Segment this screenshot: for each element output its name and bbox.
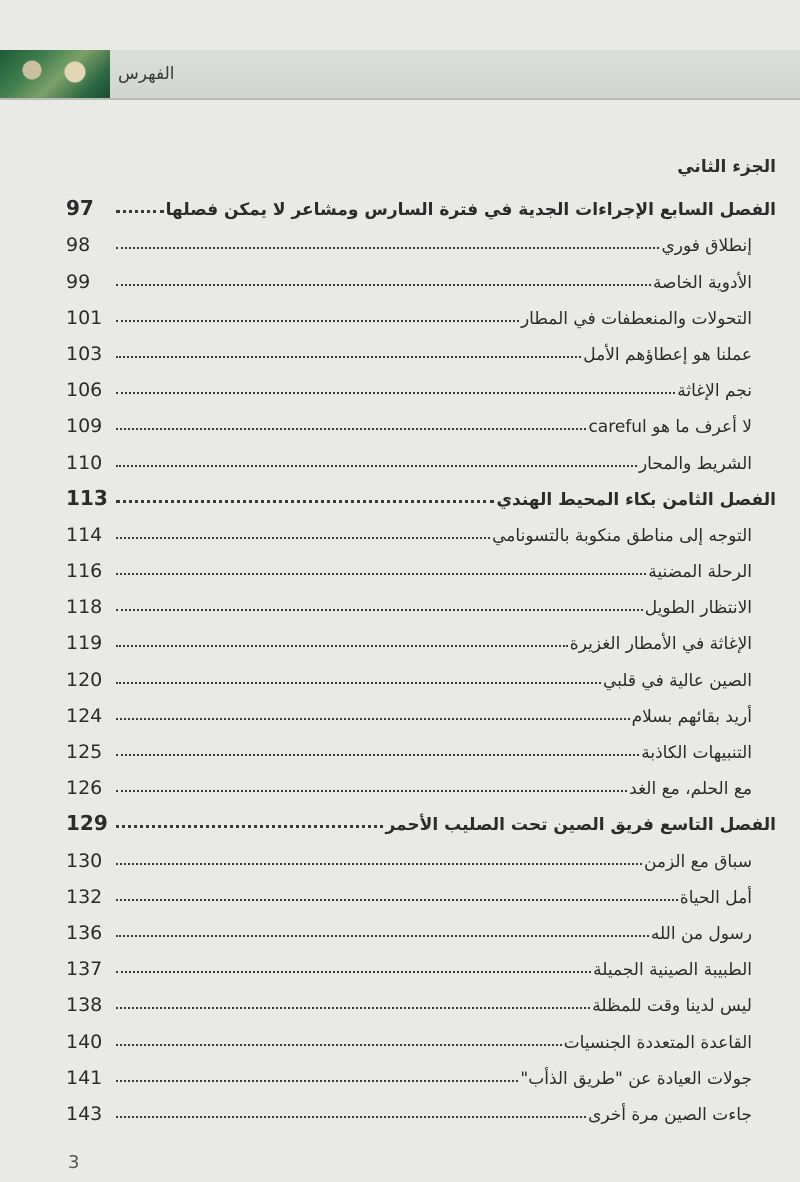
- toc-entry[interactable]: [66, 1053, 776, 1089]
- entry-title: جاءت الصين مرة أخرى: [588, 1104, 752, 1125]
- toc-entry[interactable]: [66, 980, 776, 1016]
- entry-title: الأدوية الخاصة: [652, 272, 752, 293]
- entry-title: القاعدة المتعددة الجنسيات: [563, 1032, 752, 1053]
- page-number: 3: [68, 1152, 80, 1173]
- entry-title: ليس لدينا وقت للمظلة: [592, 996, 752, 1017]
- toc-chapter-8[interactable]: [66, 474, 776, 510]
- dot-leader: [116, 754, 639, 756]
- entry-title: مع الحلم، مع الغد: [629, 779, 752, 800]
- entry-title: جولات العيادة عن "طريق الذأب": [520, 1068, 752, 1089]
- toc-entry[interactable]: [66, 582, 776, 618]
- page-ref: 109: [66, 415, 103, 438]
- dot-leader: [116, 320, 519, 322]
- page-ref: 106: [66, 379, 103, 402]
- page-ref: 120: [66, 668, 103, 691]
- entry-title: لا أعرف ما هو careful: [588, 417, 752, 438]
- entry-title: التنبيهات الكاذبة: [641, 743, 752, 763]
- entry-title: الانتظار الطويل: [644, 598, 752, 619]
- toc-entry[interactable]: [66, 1016, 776, 1052]
- dot-leader: [116, 210, 164, 213]
- toc-entry[interactable]: [66, 365, 776, 401]
- page-ref: 137: [66, 958, 103, 981]
- toc-entry[interactable]: [66, 691, 776, 727]
- toc-entry[interactable]: [66, 944, 776, 980]
- toc-entry[interactable]: [66, 220, 776, 256]
- dot-leader: [116, 284, 651, 286]
- toc-entry[interactable]: [66, 872, 776, 908]
- dot-leader: [116, 718, 630, 720]
- entry-title: عملنا هو إعطاؤهم الأمل: [583, 344, 752, 365]
- page-ref: 113: [66, 485, 108, 510]
- entry-title: أريد بقائهم بسلام: [631, 706, 752, 727]
- dot-leader: [116, 645, 568, 647]
- page-ref: 116: [66, 560, 103, 583]
- page-ref: 126: [66, 777, 103, 800]
- dot-leader: [116, 465, 637, 467]
- page-ref: 143: [66, 1102, 103, 1125]
- header-divider: [0, 98, 800, 100]
- dot-leader: [116, 356, 581, 358]
- page-ref: 125: [66, 741, 103, 763]
- toc-chapter-9[interactable]: [66, 799, 776, 835]
- toc-entry[interactable]: [66, 293, 776, 329]
- entry-title: الفصل الثامن بكاء المحيط الهندي: [496, 489, 776, 510]
- entry-title: إنطلاق فوري: [661, 236, 752, 257]
- dot-leader: [116, 1044, 562, 1046]
- toc-entry[interactable]: [66, 256, 776, 292]
- toc-entry[interactable]: [66, 437, 776, 473]
- entry-title: الصين عالية في قلبي: [602, 670, 752, 691]
- toc-entry[interactable]: [66, 654, 776, 690]
- dot-leader: [116, 500, 494, 503]
- dot-leader: [116, 825, 383, 828]
- dot-leader: [116, 899, 678, 901]
- page-ref: 101: [66, 306, 103, 329]
- entry-title: رسول من الله: [650, 923, 752, 944]
- dot-leader: [116, 428, 586, 430]
- entry-title: التوجه إلى مناطق منكوبة بالتسونامي: [492, 525, 752, 546]
- entry-title: التحولات والمنعطفات في المطار: [520, 308, 752, 329]
- toc-entry[interactable]: [66, 1089, 776, 1125]
- dot-leader: [116, 247, 659, 249]
- page-ref: 110: [66, 451, 103, 474]
- header-photo: [0, 50, 110, 98]
- page-ref: 114: [66, 523, 103, 546]
- dot-leader: [116, 392, 675, 394]
- entry-title: نجم الإغاثة: [677, 381, 752, 402]
- entry-title: الفصل التاسع فريق الصين تحت الصليب الأحمر: [385, 815, 776, 836]
- toc-entry[interactable]: [66, 835, 776, 871]
- page-ref: 118: [66, 596, 103, 619]
- toc-entry[interactable]: [66, 510, 776, 546]
- dot-leader: [116, 682, 601, 684]
- page-ref: 141: [66, 1066, 103, 1089]
- entry-title: الفصل السابع الإجراءات الجدية في فترة السارس ومشاعر لا يمكن فصلها: [165, 200, 776, 221]
- toc-entry[interactable]: [66, 329, 776, 365]
- page-ref: 103: [66, 342, 103, 365]
- page-ref: 130: [66, 849, 103, 872]
- page-ref: 136: [66, 921, 103, 944]
- toc-chapter-7[interactable]: [66, 184, 776, 220]
- dot-leader: [116, 971, 591, 973]
- page-ref: 124: [66, 704, 103, 727]
- entry-title: أمل الحياة: [679, 887, 752, 908]
- dot-leader: [116, 863, 642, 865]
- entry-title: سباق مع الزمن: [643, 851, 752, 872]
- toc-entry[interactable]: [66, 908, 776, 944]
- page-ref: 119: [66, 632, 103, 655]
- page-ref: 99: [66, 270, 91, 293]
- part-title: الجزء الثاني: [677, 157, 776, 177]
- entry-title: الإغاثة في الأمطار الغزيرة: [569, 634, 752, 655]
- page-ref: 97: [66, 196, 94, 221]
- page-ref: 140: [66, 1030, 103, 1053]
- dot-leader: [116, 1007, 590, 1009]
- dot-leader: [116, 935, 649, 937]
- toc-entry[interactable]: [66, 618, 776, 654]
- dot-leader: [116, 790, 627, 792]
- header-title: الفهرس: [118, 64, 175, 84]
- toc-entry[interactable]: [66, 727, 776, 763]
- toc-entry[interactable]: [66, 546, 776, 582]
- entry-title: الرحلة المضنية: [648, 562, 752, 583]
- dot-leader: [116, 1080, 518, 1082]
- dot-leader: [116, 573, 646, 575]
- dot-leader: [116, 537, 490, 539]
- table-of-contents: [66, 150, 776, 1125]
- toc-entry[interactable]: [66, 763, 776, 799]
- page-ref: 138: [66, 994, 103, 1017]
- dot-leader: [116, 609, 643, 611]
- entry-title: الطبيبة الصينية الجميلة: [593, 960, 752, 981]
- entry-title: الشريط والمحار: [638, 453, 752, 474]
- page-ref: 132: [66, 885, 103, 908]
- dot-leader: [116, 1116, 586, 1118]
- page-ref: 98: [66, 234, 91, 257]
- toc-entry[interactable]: [66, 401, 776, 437]
- page-ref: 129: [66, 811, 108, 836]
